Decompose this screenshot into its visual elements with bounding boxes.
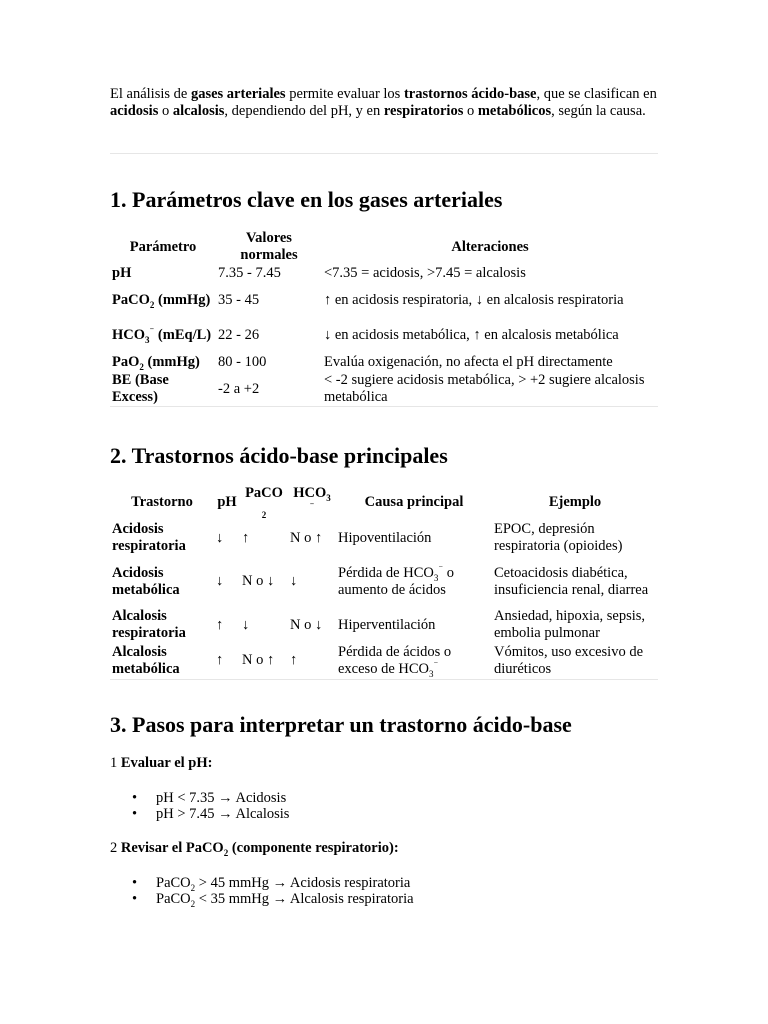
label-text: Revisar el PaCO bbox=[120, 840, 224, 856]
param-cell bbox=[110, 283, 216, 318]
ph-cell: ↓ bbox=[216, 573, 224, 589]
table-row bbox=[110, 283, 658, 318]
divider bbox=[110, 153, 658, 154]
item-text: PaCO bbox=[156, 875, 191, 891]
subscript: 2 bbox=[190, 882, 196, 893]
item-text: PaCO bbox=[156, 891, 191, 907]
value-cell: 22 - 26 bbox=[218, 327, 260, 343]
param-cell bbox=[110, 318, 216, 353]
intro-text: o bbox=[158, 103, 173, 119]
subscript: 3 bbox=[429, 668, 434, 679]
label-text: (componente respiratorio): bbox=[228, 840, 399, 856]
value-cell: 80 - 100 bbox=[218, 354, 267, 370]
section1-title: 1. Parámetros clave en los gases arteriales bbox=[110, 187, 503, 212]
intro-bold: acidosis bbox=[110, 103, 159, 119]
step-2-heading bbox=[110, 840, 399, 857]
alteration-cell: ↑ en acidosis respiratoria, ↓ en alcalosis respiratoria bbox=[324, 292, 624, 308]
intro-bold: gases arteriales bbox=[190, 86, 286, 102]
column-header: Parámetro bbox=[129, 238, 197, 255]
hco3-cell: ↑ bbox=[290, 652, 298, 669]
section3-title: 3. Pasos para interpretar un trastorno ácido-base bbox=[110, 712, 572, 737]
hco3-cell: ↓ bbox=[290, 573, 298, 589]
subscript: 3 bbox=[433, 572, 439, 583]
hco3-cell: N o ↑ bbox=[290, 529, 323, 546]
disorder-cell: Alcalosis respiratoria bbox=[112, 608, 186, 641]
item-text: > 45 mmHg → Acidosis respiratoria bbox=[195, 875, 411, 891]
cause-text: Pérdida de HCO bbox=[338, 564, 434, 581]
subscript: 2 bbox=[261, 509, 267, 520]
table-row bbox=[110, 520, 658, 556]
param-cell: pH bbox=[112, 265, 132, 281]
cause-cell: Hiperventilación bbox=[338, 616, 436, 633]
table-row bbox=[110, 353, 658, 372]
hco3-cell: N o ↓ bbox=[290, 616, 323, 633]
table-row bbox=[110, 607, 658, 643]
column-header: Valores normales bbox=[240, 230, 298, 263]
cause-cell bbox=[336, 643, 492, 679]
cause-text: o aumento de ácidos bbox=[338, 564, 454, 598]
subscript: 2 bbox=[149, 299, 155, 310]
column-header: pH bbox=[217, 493, 237, 510]
intro-bold: trastornos ácido-base bbox=[403, 86, 537, 102]
intro-text: permite evaluar los bbox=[285, 86, 404, 102]
intro-text: El análisis de bbox=[110, 86, 191, 102]
step-number: 2 bbox=[110, 840, 118, 856]
disorders-table bbox=[110, 484, 658, 680]
paco2-cell: N o ↓ bbox=[242, 573, 275, 589]
subscript: 2 bbox=[223, 847, 229, 858]
value-cell: -2 a +2 bbox=[218, 380, 260, 397]
alteration-cell: <7.35 = acidosis, >7.45 = alcalosis bbox=[324, 265, 526, 281]
step-1-heading bbox=[110, 755, 212, 772]
column-header: Trastorno bbox=[131, 493, 193, 510]
subscript: 2 bbox=[190, 898, 196, 909]
paco2-cell: ↓ bbox=[242, 616, 250, 633]
column-header: Alteraciones bbox=[451, 238, 529, 255]
intro-bold: alcalosis bbox=[172, 103, 225, 119]
table-header-row bbox=[110, 484, 658, 520]
cause-cell: Hipoventilación bbox=[338, 529, 432, 546]
list-item: • pH < 7.35 → Acidosis bbox=[110, 790, 289, 806]
intro-paragraph bbox=[110, 86, 670, 120]
param-text: HCO bbox=[112, 327, 146, 343]
ph-cell: ↑ bbox=[216, 616, 224, 633]
table-header-row bbox=[110, 230, 658, 264]
step-1-list bbox=[110, 790, 289, 822]
table-row bbox=[110, 556, 658, 607]
example-cell: Ansiedad, hipoxia, sepsis, embolia pulmonar bbox=[494, 608, 646, 641]
disorder-cell: Acidosis respiratoria bbox=[112, 521, 186, 554]
alteration-cell: < -2 sugiere acidosis metabólica, > +2 sugiere alcalosis metabólica bbox=[324, 372, 645, 405]
disorder-cell: Alcalosis metabólica bbox=[112, 643, 180, 677]
param-text: (mEq/L) bbox=[154, 327, 212, 343]
list-item bbox=[110, 875, 414, 891]
column-header bbox=[288, 484, 336, 520]
table-row bbox=[110, 264, 658, 283]
header-text: HCO bbox=[293, 485, 327, 501]
superscript: ⁻ bbox=[438, 562, 444, 573]
table-row bbox=[110, 643, 658, 679]
intro-bold: respiratorios bbox=[383, 103, 464, 119]
param-text: (mmHg) bbox=[143, 354, 200, 370]
step-number: 1 bbox=[110, 755, 118, 771]
cause-cell bbox=[336, 556, 492, 607]
section2-title: 2. Trastornos ácido-base principales bbox=[110, 443, 448, 468]
disorder-cell: Acidosis metabólica bbox=[112, 564, 180, 598]
intro-text: , dependiendo del pH, y en bbox=[224, 103, 384, 119]
example-cell: EPOC, depresión respiratoria (opioides) bbox=[494, 521, 623, 554]
value-cell: 35 - 45 bbox=[218, 292, 260, 308]
list-item: • pH > 7.45 → Alcalosis bbox=[110, 806, 289, 822]
step-2-list bbox=[110, 875, 414, 907]
param-text: PaO bbox=[112, 354, 140, 370]
param-cell: BE (Base Excess) bbox=[112, 372, 169, 405]
table-row bbox=[110, 372, 658, 407]
paco2-cell: ↑ bbox=[242, 529, 250, 546]
item-text: < 35 mmHg → Alcalosis respiratoria bbox=[195, 891, 414, 907]
alteration-cell: ↓ en acidosis metabólica, ↑ en alcalosis metabólica bbox=[324, 327, 619, 343]
ph-cell: ↓ bbox=[216, 529, 224, 546]
paco2-cell: N o ↑ bbox=[242, 652, 275, 669]
superscript: ⁻ bbox=[149, 325, 155, 336]
intro-text: o bbox=[463, 103, 478, 119]
param-cell bbox=[110, 353, 216, 372]
parameters-table bbox=[110, 230, 658, 407]
step-label: Evaluar el pH: bbox=[120, 755, 213, 771]
subscript: 3 bbox=[145, 334, 150, 345]
superscript: ⁻ bbox=[433, 658, 439, 669]
example-cell: Cetoacidosis diabética, insuficiencia renal, diarrea bbox=[494, 564, 649, 598]
param-text: PaCO bbox=[112, 292, 150, 308]
subscript: 2 bbox=[139, 361, 144, 372]
subscript: 3 bbox=[326, 492, 331, 503]
cause-text: Pérdida de ácidos o exceso de HCO bbox=[338, 643, 452, 677]
intro-text: , que se clasifican en bbox=[536, 86, 657, 102]
alteration-cell: Evalúa oxigenación, no afecta el pH directamente bbox=[324, 354, 613, 370]
column-header: Ejemplo bbox=[548, 493, 602, 510]
intro-bold: metabólicos bbox=[477, 103, 552, 119]
column-header bbox=[240, 484, 288, 520]
list-item bbox=[110, 891, 414, 907]
superscript: ⁻ bbox=[309, 500, 315, 511]
intro-text: , según la causa. bbox=[551, 103, 646, 119]
column-header: Causa principal bbox=[364, 493, 464, 510]
value-cell: 7.35 - 7.45 bbox=[218, 265, 281, 281]
step-label bbox=[121, 840, 399, 856]
ph-cell: ↑ bbox=[216, 652, 224, 669]
header-text: PaCO bbox=[245, 485, 283, 501]
example-cell: Vómitos, uso excesivo de diuréticos bbox=[494, 643, 644, 677]
table-row bbox=[110, 318, 658, 353]
param-text: (mmHg) bbox=[154, 292, 211, 308]
